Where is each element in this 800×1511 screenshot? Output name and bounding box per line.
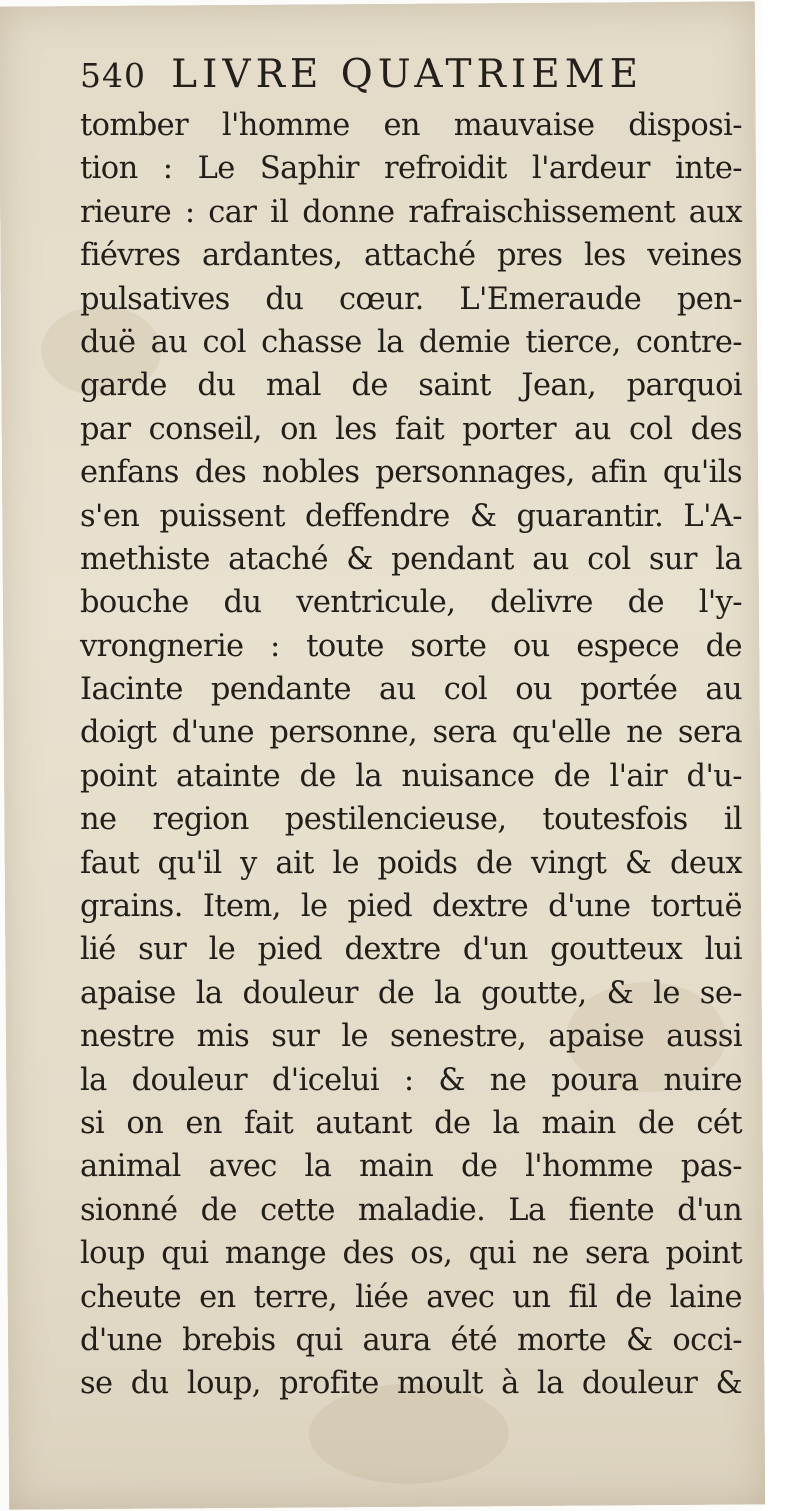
text-line: cheute en terre, liée avec un fil de laine <box>80 1279 742 1315</box>
text-line: methiste ataché & pendant au col sur la <box>80 541 742 577</box>
text-line: grains. Item, le pied dextre d'une tortuë <box>80 889 742 925</box>
body-text <box>80 104 742 1406</box>
text-line: si on en fait autant de la main de cét <box>80 1105 742 1141</box>
page-header <box>80 52 740 104</box>
text-line: la douleur d'icelui : & ne poura nuire <box>80 1062 742 1098</box>
text-line: rieure : car il donne rafraischissement aux <box>80 194 742 230</box>
text-line: pulsatives du cœur. L'Emeraude pen- <box>80 281 742 317</box>
text-line: d'une brebis qui aura été morte & occi- <box>80 1322 742 1358</box>
text-line: enfans des nobles personnages, afin qu'ils <box>80 455 742 491</box>
text-line: animal avec la main de l'homme pas- <box>80 1149 742 1185</box>
text-line: faut qu'il y ait le poids de vingt & deux <box>80 845 742 881</box>
text-line: sionné de cette maladie. La fiente d'un <box>80 1192 742 1228</box>
text-line: point atainte de la nuisance de l'air d'u- <box>80 758 742 794</box>
text-line: nestre mis sur le senestre, apaise aussi <box>80 1019 742 1055</box>
text-line: tion : Le Saphir refroidit l'ardeur inte- <box>80 151 742 187</box>
text-line: bouche du ventricule, delivre de l'y- <box>80 585 742 621</box>
text-line: loup qui mange des os, qui ne sera point <box>80 1236 742 1272</box>
text-line: se du loup, profite moult à la douleur & <box>80 1366 742 1402</box>
page-edge-margin <box>762 0 800 1511</box>
text-line: Iacinte pendante au col ou portée au <box>80 672 742 708</box>
text-line: garde du mal de saint Jean, parquoi <box>80 368 742 404</box>
text-line: apaise la douleur de la goutte, & le se- <box>80 975 742 1011</box>
text-line: duë au col chasse la demie tierce, contre- <box>80 324 742 360</box>
text-line: tomber l'homme en mauvaise disposi- <box>80 108 742 143</box>
text-line: par conseil, on les fait porter au col des <box>80 411 742 447</box>
text-line: doigt d'une personne, sera qu'elle ne sera <box>80 715 742 751</box>
text-line: ne region pestilencieuse, toutesfois il <box>80 802 742 838</box>
text-line: s'en puissent deffendre & guarantir. L'A- <box>80 498 742 534</box>
text-line: fiévres ardantes, attaché pres les veines <box>80 238 742 274</box>
page-number: 540 <box>80 56 146 95</box>
text-line: vrongnerie : toute sorte ou espece de <box>80 628 742 664</box>
running-head: LIVRE QUATRIEME <box>171 52 644 97</box>
text-line: lié sur le pied dextre d'un goutteux lui <box>80 932 742 968</box>
